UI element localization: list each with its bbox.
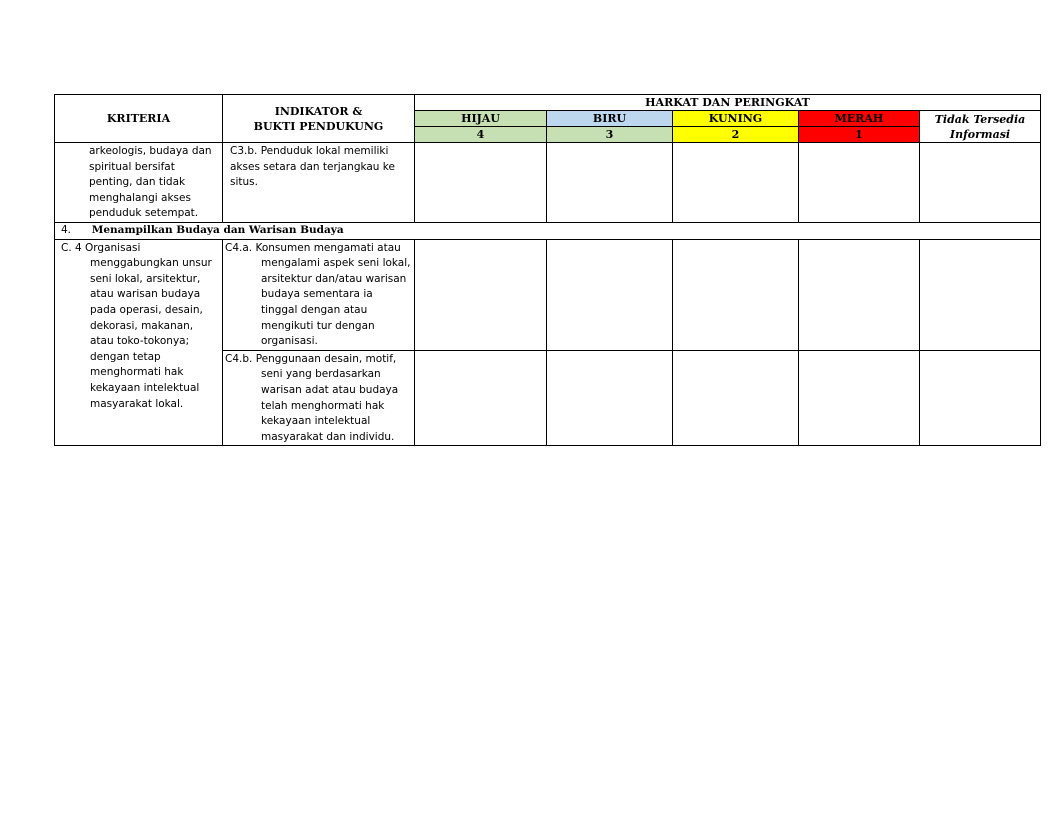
score-cell-tidak-tersedia[interactable] (920, 143, 1041, 223)
rating-label-hijau: HIJAU (415, 111, 547, 127)
indicator-c4b: C4.b. Penggunaan desain, motif, seni yang berdasarkan warisan adat atau budaya telah menghormati hak kekayaan intelektual masyarakat dan individu. (225, 352, 399, 443)
indicator-cell (223, 239, 415, 350)
indicator-c4a: C4.a. Konsumen mengamati atau mengalami aspek seni lokal, arsitektur dan/atau warisan budaya sementara ia tinggal dengan atau mengikuti tur dengan organisasi. (225, 241, 411, 348)
score-cell-biru[interactable] (547, 350, 673, 446)
header-tidak-line1: Tidak Tersedia (934, 112, 1026, 126)
indicator-cell (223, 350, 415, 446)
header-harkat: HARKAT DAN PERINGKAT (415, 95, 1041, 111)
score-cell-merah[interactable] (799, 143, 920, 223)
table-row (55, 143, 1041, 223)
header-indikator-line1: INDIKATOR & (274, 104, 363, 118)
score-cell-biru[interactable] (547, 143, 673, 223)
score-cell-kuning[interactable] (673, 239, 799, 350)
rating-score-merah: 1 (799, 127, 920, 143)
score-cell-biru[interactable] (547, 239, 673, 350)
criteria-cell (55, 143, 223, 223)
rating-label-merah: MERAH (799, 111, 920, 127)
score-cell-kuning[interactable] (673, 350, 799, 446)
header-tidak-tersedia (920, 111, 1041, 143)
section-4-number: 4. (61, 223, 72, 236)
criteria-c3-continuation: arkeologis, budaya dan spiritual bersifat penting, dan tidak menghalangi akses penduduk setempat. (89, 145, 212, 220)
rating-label-biru: BIRU (547, 111, 673, 127)
section-4-heading (55, 222, 1041, 239)
score-cell-hijau[interactable] (415, 239, 547, 350)
rating-label-kuning: KUNING (673, 111, 799, 127)
score-cell-hijau[interactable] (415, 350, 547, 446)
assessment-table (54, 94, 1041, 446)
section-4-title: Menampilkan Budaya dan Warisan Budaya (91, 223, 344, 236)
score-cell-tidak-tersedia[interactable] (920, 350, 1041, 446)
criteria-cell (55, 239, 223, 446)
table-row (55, 239, 1041, 350)
score-cell-kuning[interactable] (673, 143, 799, 223)
header-indikator-line2: BUKTI PENDUKUNG (253, 119, 384, 133)
rating-score-hijau: 4 (415, 127, 547, 143)
header-indikator (223, 95, 415, 143)
header-kriteria: KRITERIA (55, 95, 223, 143)
assessment-table-page (54, 94, 1040, 446)
rating-score-kuning: 2 (673, 127, 799, 143)
indicator-cell (223, 143, 415, 223)
score-cell-tidak-tersedia[interactable] (920, 239, 1041, 350)
score-cell-merah[interactable] (799, 350, 920, 446)
criteria-c4: C. 4 Organisasi menggabungkan unsur seni lokal, arsitektur, atau warisan budaya pada operasi, desain, dekorasi, makanan, atau toko-tokonya; dengan tetap menghormati hak kekayaan intelektual masyarakat lokal. (61, 241, 212, 410)
section-row (55, 222, 1041, 239)
header-tidak-line2: Informasi (949, 127, 1011, 141)
indicator-c3b: C3.b. Penduduk lokal memiliki akses setara dan terjangkau ke situs. (230, 145, 395, 189)
score-cell-merah[interactable] (799, 239, 920, 350)
rating-score-biru: 3 (547, 127, 673, 143)
score-cell-hijau[interactable] (415, 143, 547, 223)
